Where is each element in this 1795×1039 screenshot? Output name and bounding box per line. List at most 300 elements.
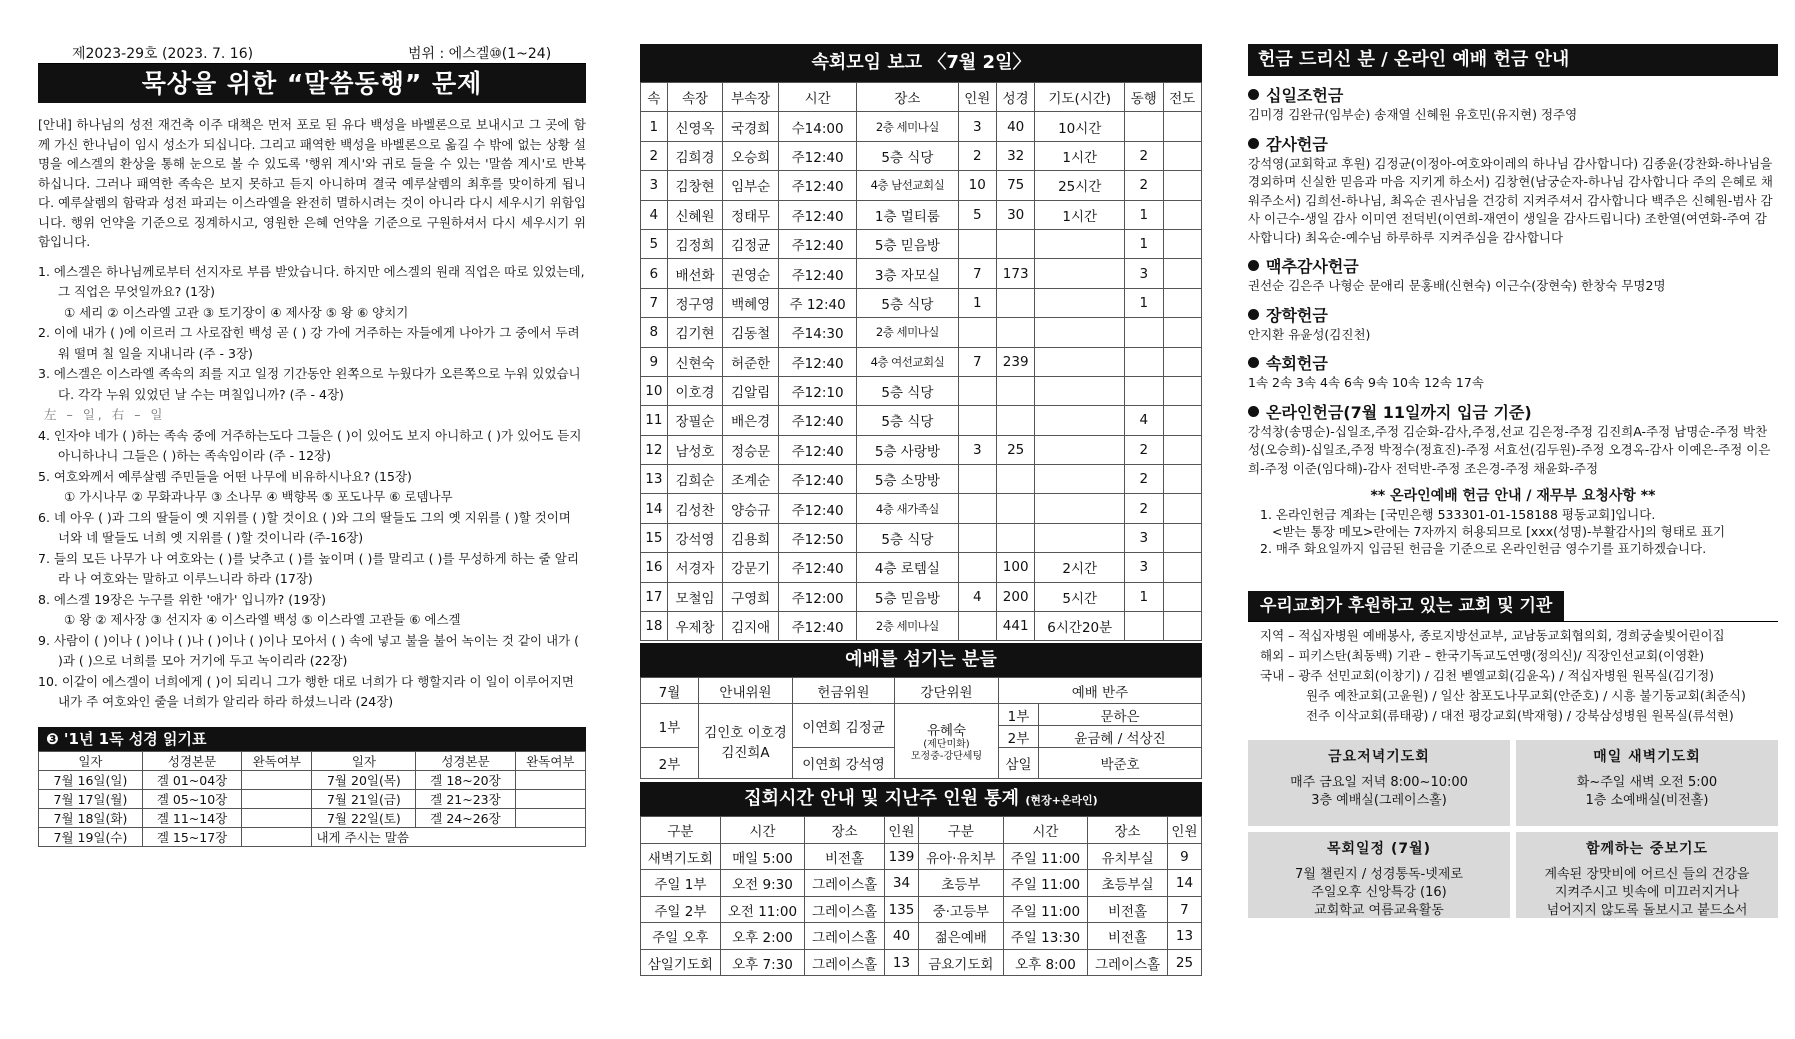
column-header: 구분 [918, 817, 1003, 844]
info-box [1248, 740, 1510, 826]
table-header-row [641, 817, 1202, 844]
table-cell [958, 376, 996, 405]
table-cell: 100 [996, 553, 1034, 582]
info-box-title: 매일 새벽기도회 [1593, 749, 1701, 765]
column-header: 장소 [1088, 817, 1168, 844]
table-row [39, 789, 586, 808]
table-cell: 겔 01~04장 [142, 770, 241, 789]
table-cell: 주일 11:00 [1003, 843, 1087, 870]
table-cell: 7월 18일(화) [39, 808, 143, 827]
table-row [641, 171, 1202, 200]
table-cell: 6시간20분 [1035, 612, 1125, 641]
table-header-row [641, 678, 1202, 704]
table-row [641, 200, 1202, 229]
table-cell: 비전홀 [1088, 923, 1168, 950]
table-cell: 겔 15~17장 [142, 827, 241, 846]
table-cell [1035, 494, 1125, 523]
table-cell: 김정균 [723, 229, 779, 258]
reading-plan-table [38, 751, 586, 847]
table-row [39, 770, 586, 789]
table-cell [1163, 406, 1201, 435]
table-cell: 1시간 [1035, 200, 1125, 229]
table-cell [1035, 259, 1125, 288]
notice-line: <받는 통장 메모>란에는 7자까지 허용되므로 [xxx(성명)-부활감사]의 형태로 표기 [1272, 524, 1726, 539]
table-row [641, 406, 1202, 435]
support-line: 전주 이삭교회(류태광) / 대전 평강교회(박재형) / 강북삼성병원 원목실(류석현) [1306, 708, 1734, 723]
table-cell: 200 [996, 582, 1034, 611]
table-cell: 13 [641, 465, 668, 494]
table-cell: 김성찬 [667, 494, 723, 523]
column-header: 기도(시간) [1035, 83, 1125, 112]
info-box-title: 금요저녁기도회 [1328, 749, 1430, 765]
table-cell: 그레이스홀 [805, 949, 885, 976]
support-line: 해외 – 피키스탄(최동백) 기관 – 한국기독교도연맹(정의신)/ 직장인선교회(이영환) [1260, 648, 1705, 663]
table-cell: 주12:40 [778, 465, 856, 494]
table-cell: 3 [1125, 259, 1163, 288]
table-row [641, 582, 1202, 611]
info-box-line: 3층 예배실(그레이스홀) [1311, 793, 1447, 808]
table-cell: 주일 11:00 [1003, 896, 1087, 923]
table-cell: 서경자 [667, 553, 723, 582]
table-cell: 주12:40 [778, 229, 856, 258]
table-cell [1163, 612, 1201, 641]
table-cell [996, 465, 1034, 494]
table-cell: 3 [1125, 553, 1163, 582]
offering-section-heading [1248, 85, 1778, 106]
table-row [641, 704, 1202, 726]
offering-section-heading [1248, 305, 1778, 326]
table-cell [242, 789, 312, 808]
column-header: 속 [641, 83, 668, 112]
table-cell: 유아·유치부 [918, 843, 1003, 870]
column-header: 전도 [1163, 83, 1201, 112]
table-cell: 오후 7:30 [720, 949, 804, 976]
table-cell: 국경희 [723, 112, 779, 141]
issue-number: 제2023-29호 (2023. 7. 16) [72, 46, 254, 62]
table-row [39, 827, 586, 846]
column-header: 장소 [857, 83, 958, 112]
table-cell [1163, 171, 1201, 200]
question-options: ① 왕 ② 제사장 ③ 선지자 ④ 이스라엘 백성 ⑤ 이스라엘 고관들 ⑥ 에스겔 [64, 612, 461, 627]
table-cell [1035, 523, 1125, 552]
table-cell: 김동철 [723, 318, 779, 347]
table-cell: 주14:30 [778, 318, 856, 347]
offering-section-names: 강석영(교회학교 후원) 김정균(이정아-여호와이레의 하나님 감사합니다) 김종윤(강찬화-하나님을 경외하며 신실한 믿음과 마음 지키게 하소서) 김창현(남궁순자-하나님 감사합니다 주의 은혜로 채워주소서) 김희선-하나님, 최옥순 권사님을 건강히 지켜주셔서 감사합니다 백주은 신혜원-범사 감사 이근수-생일 감사 이미연 전덕빈(이연희-재연이 생일을 감사드립니다) 조한열(여연화-주여 감사합니다) 최옥순-예수님 하루하루 지켜주심을 감사합니다 [1248, 155, 1773, 245]
info-box-line: 계속된 장맛비에 어르신 들의 건강을 [1544, 867, 1750, 882]
table-cell: 겔 11~14장 [142, 808, 241, 827]
table-cell: 239 [996, 347, 1034, 376]
table-cell: 주일 11:00 [1003, 870, 1087, 897]
table-cell: 겔 21~23장 [416, 789, 515, 808]
question-options: 左 – 일, 右 – 일 [44, 407, 166, 422]
info-box-line: 1층 소예배실(비전홀) [1585, 793, 1709, 808]
offering-section-title: 감사헌금 [1266, 134, 1328, 154]
table-cell: 금요기도회 [918, 949, 1003, 976]
table-cell: 2 [1125, 494, 1163, 523]
table-cell: 7월 19일(수) [39, 827, 143, 846]
table-cell: 4층 남선교회실 [857, 171, 958, 200]
table-cell: 34 [884, 870, 918, 897]
question-text: 4. 인자야 네가 ( )하는 족속 중에 거주하는도다 그들은 ( )이 있어도 보지 아니하고 ( )가 있어도 듣지 아니하나니 그들은 ( )하는 족속임이라 (주 - 12장) [38, 427, 582, 463]
attendance-title [640, 782, 1202, 816]
table-cell: 7 [641, 288, 668, 317]
info-box-line: 넘어지지 않도록 돌보시고 붙드소서 [1546, 903, 1748, 918]
question-text: 1. 에스겔은 하나님께로부터 선지자로 부름 받았습니다. 하지만 에스겔의 원래 직업은 따로 있었는데, 그 직업은 무엇일까요? (1장) [38, 263, 585, 299]
offering-section-names: 김미경 김완규(임부순) 송재열 신혜원 유호민(유지현) 정주영 [1248, 107, 1578, 122]
table-cell [1163, 376, 1201, 405]
offering-section-heading [1248, 353, 1778, 374]
bullet-icon [1248, 309, 1259, 320]
table-cell: 5시간 [1035, 582, 1125, 611]
table-cell: 새벽기도회 [641, 843, 721, 870]
table-cell: 초등부 [918, 870, 1003, 897]
table-cell: 2 [641, 141, 668, 170]
table-cell [958, 494, 996, 523]
accompanist-service: 삼일 [999, 748, 1039, 779]
column-header: 예배 반주 [999, 678, 1202, 704]
table-cell [996, 318, 1034, 347]
table-cell: 그레이스홀 [805, 870, 885, 897]
table-cell: 7 [958, 259, 996, 288]
info-box-line: 매주 금요일 저녁 8:00~10:00 [1290, 775, 1468, 790]
table-cell: 5층 사랑방 [857, 435, 958, 464]
info-box-line: 7월 챌린지 / 성경통독-넷제로 [1295, 867, 1463, 882]
table-cell: 김용희 [723, 523, 779, 552]
question-text: 9. 사람이 ( )이나 ( )이나 ( )나 ( )이나 ( )이나 모아서 ( ) 속에 넣고 불을 불어 녹이는 것 같이 내가 ( )과 ( )으로 너희를 모아 거기에 두고 녹이리라 (22장) [38, 632, 580, 668]
table-cell [1125, 112, 1163, 141]
table-cell [958, 406, 996, 435]
table-cell: 1 [1125, 229, 1163, 258]
table-cell [1163, 435, 1201, 464]
table-cell: 김창현 [667, 171, 723, 200]
table-cell: 김정희 [667, 229, 723, 258]
info-box [1516, 832, 1778, 918]
table-cell: 4 [641, 200, 668, 229]
question-item [38, 549, 586, 590]
table-row [641, 435, 1202, 464]
table-cell [958, 465, 996, 494]
table-cell: 중·고등부 [918, 896, 1003, 923]
table-cell [958, 553, 996, 582]
question-text: 3. 에스겔은 이스라엘 족속의 죄를 지고 일정 기간동안 왼쪽으로 누웠다가 오른쪽으로 누워 있었습니다. 각각 누워 있었던 날 수는 며칠입니까? (주 - 4장) [38, 366, 581, 402]
info-box-line: 지켜주시고 빗속에 미끄러지거나 [1554, 885, 1740, 900]
info-box-line: 주일오후 신앙특강 (16) [1311, 885, 1447, 900]
attendance-table [640, 816, 1202, 976]
bullet-icon [1248, 406, 1259, 417]
table-cell: 삼일기도회 [641, 949, 721, 976]
table-cell: 1 [641, 112, 668, 141]
table-cell [1163, 229, 1201, 258]
column-header: 일자 [312, 751, 416, 770]
table-cell: 7월 17일(월) [39, 789, 143, 808]
table-cell: 주12:40 [778, 200, 856, 229]
question-text: 8. 에스겔 19장은 누구를 위한 '애가' 입니까? (19장) [38, 591, 327, 607]
table-cell [996, 494, 1034, 523]
table-cell: 10 [958, 171, 996, 200]
table-cell: 권영순 [723, 259, 779, 288]
table-cell: 주일 13:30 [1003, 923, 1087, 950]
column-header: 장소 [805, 817, 885, 844]
altar-note-2: 모정중-강단세팅 [910, 751, 983, 763]
table-row [641, 870, 1202, 897]
offering-section-title: 십일조헌금 [1266, 86, 1344, 105]
table-cell: 3 [1125, 523, 1163, 552]
notice-line: 1. 온라인헌금 계좌는 [국민은행 533301-01-158188 평동교회]입니다. [1260, 507, 1656, 522]
table-cell: 1시간 [1035, 141, 1125, 170]
intro-paragraph: [안내] 하나님의 성전 재건축 이주 대책은 먼저 포로 된 유다 백성을 바벨론으로 보내시고 그 곳에 함께 가신 한나님이 임시 성소가 되십니다. 그리고 패역한 백성을 바벨론으로 옮길 수 밖에 없는 상황 설명을 에스겔의 환상을 통해 눈으로 볼 수 있도록 '행위 계시'와 귀로 들을 수 있는 '말씀 계시'로 반복하십니다. 그러나 패역한 족속은 보지 못하고 듣지 아니하며 결국 예루살렘의 최후를 맞이하게 됩니다. 예루살렘의 함락과 성전 파괴는 이스라엘을 완전히 멸하시려는 것이 아니라 다시 세우시기 위함입니다. 행위 언약을 기준으로 징계하시고, 영원한 은혜 언약을 기준으로 구원하셔서 다시 세우시기 위함입니다. [38, 117, 586, 249]
offering-section-title: 맥추감사헌금 [1266, 257, 1359, 276]
table-cell: 김알림 [723, 376, 779, 405]
question-item [38, 467, 586, 508]
table-cell [1163, 523, 1201, 552]
table-cell: 그레이스홀 [805, 923, 885, 950]
table-cell [1163, 582, 1201, 611]
table-cell: 13 [884, 949, 918, 976]
table-cell: 2층 세미나실 [857, 318, 958, 347]
table-cell [1125, 376, 1163, 405]
table-cell: 정태무 [723, 200, 779, 229]
table-cell: 오전 9:30 [720, 870, 804, 897]
table-cell: 주12:00 [778, 582, 856, 611]
table-cell: 25시간 [1035, 171, 1125, 200]
table-cell: 9 [1167, 843, 1201, 870]
offering-section-title: 장학헌금 [1266, 305, 1328, 325]
table-cell: 3 [958, 435, 996, 464]
table-cell [1035, 465, 1125, 494]
table-cell: 2층 세미나실 [857, 112, 958, 141]
table-cell [1035, 288, 1125, 317]
bullet-icon [1248, 138, 1259, 149]
table-cell [1163, 465, 1201, 494]
table-cell: 주12:50 [778, 523, 856, 552]
table-cell [1035, 435, 1125, 464]
table-cell: 7 [1167, 896, 1201, 923]
question-item [38, 262, 586, 324]
table-cell: 배은경 [723, 406, 779, 435]
table-cell [1163, 141, 1201, 170]
table-cell [1035, 376, 1125, 405]
table-cell: 40 [996, 112, 1034, 141]
accompanist-service: 1부 [999, 704, 1039, 726]
table-cell: 신현숙 [667, 347, 723, 376]
table-cell: 10시간 [1035, 112, 1125, 141]
table-cell: 1 [1125, 200, 1163, 229]
table-row [641, 843, 1202, 870]
table-row [641, 259, 1202, 288]
table-cell: 25 [996, 435, 1034, 464]
question-list [38, 262, 586, 713]
column-header: 성경 [996, 83, 1034, 112]
table-cell: 그레이스홀 [1088, 949, 1168, 976]
table-cell: 주12:40 [778, 406, 856, 435]
info-box-title: 목회일정 (7월) [1326, 841, 1432, 857]
table-cell: 이호경 [667, 376, 723, 405]
bullet-icon [1248, 260, 1259, 271]
table-row [641, 523, 1202, 552]
column-header: 시간 [778, 83, 856, 112]
table-cell [1125, 347, 1163, 376]
table-row [641, 288, 1202, 317]
table-cell: 주 12:40 [778, 288, 856, 317]
column-header: 속장 [667, 83, 723, 112]
offering-names-2: 이연희 강석영 [793, 748, 895, 779]
table-row [641, 112, 1202, 141]
table-cell: 5층 믿음방 [857, 229, 958, 258]
offering-section-heading [1248, 402, 1778, 423]
table-cell: 남성호 [667, 435, 723, 464]
table-cell: 배선화 [667, 259, 723, 288]
table-cell: 5 [958, 200, 996, 229]
question-item [38, 590, 586, 631]
table-row [641, 318, 1202, 347]
table-cell: 주일 오후 [641, 923, 721, 950]
table-row [641, 347, 1202, 376]
meeting-report-table [640, 82, 1202, 641]
column-header: 성경본문 [142, 751, 241, 770]
table-cell: 75 [996, 171, 1034, 200]
table-cell [996, 288, 1034, 317]
support-title: 우리교회가 후원하고 있는 교회 및 기관 [1248, 591, 1564, 621]
table-cell: 신혜원 [667, 200, 723, 229]
issue-header [38, 44, 586, 64]
column-header: 완독여부 [515, 751, 585, 770]
offering-sections [1248, 85, 1778, 478]
table-cell: 5층 식당 [857, 288, 958, 317]
altar-note-1: (제단미화) [923, 739, 970, 751]
support-line: 지역 – 적십자병원 예배봉사, 종로지방선교부, 교남동교회협의회, 경희궁솔빛어린이집 [1260, 628, 1725, 643]
column-header: 완독여부 [242, 751, 312, 770]
table-cell: 14 [1167, 870, 1201, 897]
notice-title: ** 온라인예배 헌금 안내 / 재무부 요청사항 ** [1370, 488, 1656, 504]
table-cell: 11 [641, 406, 668, 435]
table-cell: 32 [996, 141, 1034, 170]
table-cell [242, 827, 312, 846]
table-cell [1035, 406, 1125, 435]
table-cell: 그레이스홀 [805, 896, 885, 923]
table-cell: 젊은예배 [918, 923, 1003, 950]
offering-section-names: 강석창(송명순)-십일조,주정 김순화-감사,주정,선교 김은정-주정 김진희A-주정 남명순-주정 박찬성(오승희)-십일조,주정 박정수(정효진)-주정 서효선(김두원)-주정 오경옥-감사 이예은-주정 이은희-주정 이준(임다해)-감사 전덕반-주정 조은경-주정 채윤화-주정 [1248, 423, 1771, 476]
servers-title: 예배를 섬기는 분들 [640, 643, 1202, 677]
table-row [641, 141, 1202, 170]
table-cell: 5층 믿음방 [857, 582, 958, 611]
offering-section-names: 1속 2속 3속 4속 6속 9속 10속 12속 17속 [1248, 375, 1484, 390]
table-cell: 15 [641, 523, 668, 552]
question-text: 7. 들의 모든 나무가 나 여호와는 ( )를 낮추고 ( )를 높이며 ( )를 말리고 ( )를 무성하게 하는 줄 알리라 나 여호와는 말하고 이루느니라 하라 (17장) [38, 550, 579, 586]
notice-line: 2. 매주 화요일까지 입금된 헌금을 기준으로 온라인헌금 영수기를 표기하겠습니다. [1260, 541, 1707, 556]
table-cell: 139 [884, 843, 918, 870]
table-cell: 내게 주시는 말씀 [312, 827, 586, 846]
question-item [38, 672, 586, 713]
table-row [39, 808, 586, 827]
table-cell [996, 376, 1034, 405]
table-cell [958, 318, 996, 347]
table-cell: 주12:40 [778, 435, 856, 464]
table-cell: 8 [641, 318, 668, 347]
table-cell [242, 770, 312, 789]
table-cell: 정구영 [667, 288, 723, 317]
table-cell: 1 [958, 288, 996, 317]
table-cell: 우제창 [667, 612, 723, 641]
column-header: 일자 [39, 751, 143, 770]
service-label: 2부 [641, 748, 699, 779]
column-header: 시간 [1003, 817, 1087, 844]
support-line: 국내 – 광주 선민교회(이창기) / 김천 벧엘교회(김윤옥) / 적십자병원 원목실(김기정) [1260, 668, 1715, 683]
table-cell: 25 [1167, 949, 1201, 976]
table-header-row [39, 751, 586, 770]
column-header: 안내위원 [699, 678, 793, 704]
table-cell: 김희순 [667, 465, 723, 494]
table-cell: 2 [958, 141, 996, 170]
table-row [641, 949, 1202, 976]
table-cell [1035, 229, 1125, 258]
accompanist-name: 박준호 [1039, 748, 1202, 779]
table-cell: 4층 새가족실 [857, 494, 958, 523]
altar-committee [895, 704, 999, 779]
bullet-icon [1248, 89, 1259, 100]
table-cell: 6 [641, 259, 668, 288]
table-cell [1163, 112, 1201, 141]
question-text: 5. 여호와께서 예루살렘 주민들을 어떤 나무에 비유하시나요? (15장) [38, 468, 412, 484]
table-cell [1035, 318, 1125, 347]
table-row [641, 923, 1202, 950]
table-cell [1163, 259, 1201, 288]
offering-section-names: 안지환 유윤성(김진천) [1248, 326, 1371, 342]
table-cell: 구영희 [723, 582, 779, 611]
altar-main: 유혜숙 [926, 723, 967, 740]
table-cell: 14 [641, 494, 668, 523]
table-cell: 3 [958, 112, 996, 141]
table-cell: 주12:40 [778, 494, 856, 523]
info-box [1248, 832, 1510, 918]
table-cell: 2 [1125, 141, 1163, 170]
table-cell: 1 [1125, 288, 1163, 317]
table-cell: 5층 식당 [857, 141, 958, 170]
table-row [641, 612, 1202, 641]
table-cell: 2층 세미나실 [857, 612, 958, 641]
table-cell: 173 [996, 259, 1034, 288]
table-cell: 유치부실 [1088, 843, 1168, 870]
table-cell: 주12:40 [778, 612, 856, 641]
table-cell: 수14:00 [778, 112, 856, 141]
table-cell: 10 [641, 376, 668, 405]
table-cell: 3 [641, 171, 668, 200]
table-cell: 2 [1125, 171, 1163, 200]
table-cell [1163, 200, 1201, 229]
support-line: 원주 예찬교회(고윤원) / 일산 참포도나무교회(안준호) / 시흥 불기동교회(최준식) [1306, 688, 1746, 703]
table-row [641, 553, 1202, 582]
table-cell: 주일 2부 [641, 896, 721, 923]
attendance-title-note: (현장+온라인) [1025, 794, 1098, 808]
table-cell: 주12:10 [778, 376, 856, 405]
table-cell [996, 406, 1034, 435]
table-cell: 2 [1125, 435, 1163, 464]
table-cell: 백혜영 [723, 288, 779, 317]
table-cell: 장필순 [667, 406, 723, 435]
table-cell: 9 [641, 347, 668, 376]
table-cell: 오후 2:00 [720, 923, 804, 950]
offering-column [1248, 44, 1778, 918]
table-cell [958, 229, 996, 258]
table-cell: 오후 8:00 [1003, 949, 1087, 976]
table-cell [958, 523, 996, 552]
table-row [641, 494, 1202, 523]
column-header: 인원 [884, 817, 918, 844]
question-item [38, 323, 586, 364]
meditation-column [38, 44, 586, 847]
question-text: 2. 이에 내가 ( )에 이르러 그 사로잡힌 백성 곧 ( ) 강 가에 거주하는 자들에게 나아가 그 중에서 두려워 떨며 칠 일을 지내니라 (주 - 3장) [38, 325, 580, 361]
table-cell: 5층 소망방 [857, 465, 958, 494]
service-label: 1부 [641, 704, 699, 748]
